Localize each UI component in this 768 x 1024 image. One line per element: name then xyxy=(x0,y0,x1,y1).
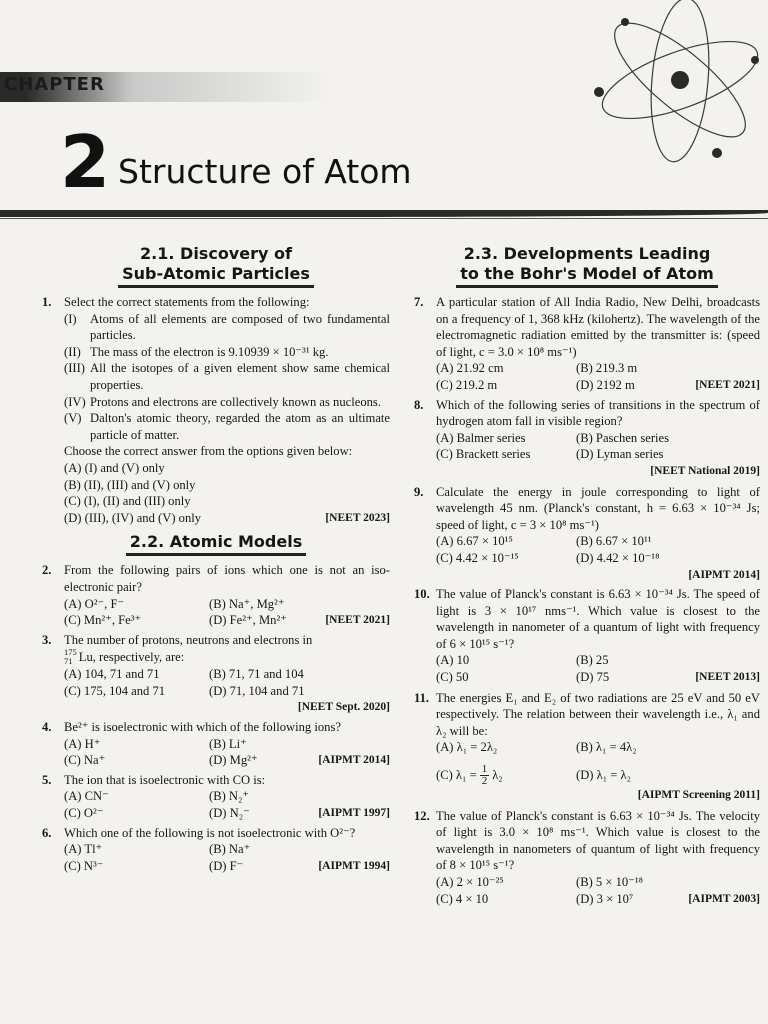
header-rule-thin xyxy=(0,218,768,219)
atomic-number: 71 xyxy=(64,656,73,667)
question-12 xyxy=(414,808,760,908)
question-text: Be²⁺ is isoelectronic with which of the following ions? xyxy=(64,720,341,735)
option-b: (B) 25 xyxy=(576,653,609,668)
exam-tag: [AIPMT Screening 2011] xyxy=(637,789,760,802)
statement-number: (III) xyxy=(64,361,85,376)
question-6 xyxy=(42,825,390,875)
section-2-1-heading xyxy=(42,244,390,288)
option-b: (B) N₂⁺ xyxy=(209,789,250,804)
question-text: Calculate the energy in joule corresponding to light of wavelength 45 nm. (Planck's constant, h = 6.63 × 10⁻³⁴ Js; speed of light, c = 3 × 10⁸ ms⁻¹) xyxy=(436,484,760,532)
option-c-prefix: (C) λ₁ = xyxy=(436,768,477,783)
question-number: 6. xyxy=(42,825,52,840)
option-c: (C) O²⁻ xyxy=(64,806,104,821)
question-text: Select the correct statements from the following: xyxy=(64,295,310,309)
choose-instruction: Choose the correct answer from the options given below: xyxy=(64,444,353,459)
question-10 xyxy=(414,586,760,686)
option-d: (D) 3 × 10⁷ xyxy=(576,891,634,906)
exam-tag: [NEET 2023] xyxy=(325,511,390,524)
fraction-numerator: 1 xyxy=(481,763,488,776)
option-d: (D) (III), (IV) and (V) only xyxy=(64,510,202,525)
question-text: The ion that is isoelectronic with CO is: xyxy=(64,772,266,787)
question-text: From the following pairs of ions which one is not an iso-electronic pair? xyxy=(64,563,390,594)
option-c: (C) 175, 104 and 71 xyxy=(64,683,166,698)
section-2-2-title: 2.2. Atomic Models xyxy=(126,532,306,556)
chapter-number: 2 xyxy=(60,120,111,204)
option-c: (C) 219.2 m xyxy=(436,377,498,392)
option-a: (A) Tl⁺ xyxy=(64,842,103,857)
exam-tag: [NEET Sept. 2020] xyxy=(297,701,390,714)
question-4 xyxy=(42,719,390,769)
exam-tag: [AIPMT 2003] xyxy=(688,892,760,905)
question-number: 4. xyxy=(42,720,52,735)
option-c: (C) Na⁺ xyxy=(64,753,106,768)
question-number: 9. xyxy=(414,484,424,499)
option-d: (D) N₂⁻ xyxy=(209,806,250,821)
section-2-2-heading xyxy=(42,532,390,556)
question-number: 1. xyxy=(42,295,52,309)
option-a: (A) 104, 71 and 71 xyxy=(64,667,160,682)
option-a: (A) 21.92 cm xyxy=(436,361,504,376)
question-number: 7. xyxy=(414,295,424,309)
statement-number: (IV) xyxy=(64,394,86,409)
question-number: 12. xyxy=(414,808,430,823)
option-a: (A) λ₁ = 2λ₂ xyxy=(436,740,498,755)
option-d: (D) 75 xyxy=(576,670,610,685)
exam-tag: [AIPMT 1997] xyxy=(318,807,390,820)
option-b: (B) 71, 71 and 104 xyxy=(209,667,304,682)
exam-tag: [NEET 2013] xyxy=(695,671,760,684)
option-a: (A) H⁺ xyxy=(64,736,101,751)
statement-number: (I) xyxy=(64,311,77,326)
question-text: The value of Planck's constant is 6.63 × 10⁻³⁴ Js. The speed of light is 3 × 10¹⁷ nms⁻¹. Which value is closest to the wavelength in nanometer of a quantum of light with frequency of 6 × 10¹⁵ s⁻¹? xyxy=(436,587,760,651)
option-b: (B) (II), (III) and (V) only xyxy=(64,477,196,492)
statement-text: Dalton's atomic theory, regarded the atom as an ultimate particle of matter. xyxy=(90,411,390,442)
option-a: (A) O²⁻, F⁻ xyxy=(64,596,125,611)
option-d: (D) Lyman series xyxy=(576,447,664,462)
mass-number: 175 xyxy=(64,647,77,658)
option-b: (B) Li⁺ xyxy=(209,736,247,751)
option-c: (C) Brackett series xyxy=(436,447,531,462)
question-5 xyxy=(42,772,390,822)
option-d: (D) 2192 m xyxy=(576,377,635,392)
option-b: (B) Na⁺ xyxy=(209,842,251,857)
chapter-title: Structure of Atom xyxy=(118,152,412,191)
question-3 xyxy=(42,632,390,716)
option-c: (C) 50 xyxy=(436,670,469,685)
header-rule xyxy=(0,210,768,217)
option-b: (B) Paschen series xyxy=(576,430,670,445)
exam-tag: [NEET 2021] xyxy=(325,614,390,627)
atom-icon xyxy=(585,0,768,170)
question-text: The energies E₁ and E₂ of two radiations are 25 eV and 50 eV respectively. The relation between their wavelength i.e., λ₁ and λ₂ will be: xyxy=(436,690,760,738)
option-d: (D) F⁻ xyxy=(209,858,244,873)
question-2 xyxy=(42,562,390,628)
option-a: (A) (I) and (V) only xyxy=(64,460,165,475)
question-number: 10. xyxy=(414,587,430,602)
question-text: Which of the following series of transitions in the spectrum of hydrogen atom fall in visible region? xyxy=(436,397,760,429)
statement-number: (II) xyxy=(64,344,81,359)
exam-tag: [AIPMT 2014] xyxy=(688,568,760,581)
option-a: (A) Balmer series xyxy=(436,430,526,445)
option-d: (D) Fe²⁺, Mn²⁺ xyxy=(209,613,287,628)
section-2-1-line2: Sub-Atomic Particles xyxy=(118,264,314,288)
question-number: 8. xyxy=(414,397,424,412)
section-2-3-heading xyxy=(414,244,760,288)
fraction-denominator: 2 xyxy=(481,775,488,788)
question-text: The number of protons, neutrons and electrons in xyxy=(64,632,313,647)
option-c: (C) N³⁻ xyxy=(64,858,104,873)
question-number: 3. xyxy=(42,632,52,647)
nuclide-line xyxy=(64,648,390,666)
option-a: (A) CN⁻ xyxy=(64,789,109,804)
question-number: 2. xyxy=(42,563,52,578)
statement-text: All the isotopes of a given element show same chemical properties. xyxy=(90,361,390,392)
option-d: (D) Mg²⁺ xyxy=(209,753,258,768)
option-c-suffix: λ₂ xyxy=(492,768,503,783)
question-number: 5. xyxy=(42,772,52,787)
option-d: (D) λ₁ = λ₂ xyxy=(576,768,632,783)
option-c xyxy=(436,764,576,787)
question-7 xyxy=(414,294,760,394)
option-c: (C) 4.42 × 10⁻¹⁵ xyxy=(436,550,519,565)
exam-tag: [AIPMT 1994] xyxy=(318,859,390,872)
left-column xyxy=(42,244,390,874)
question-text: The value of Planck's constant is 6.63 × 10⁻³⁴ Js. The velocity of light is 3.0 × 10⁸ ms⁻¹. Which value is closest to the wavelength in nanometers of quantum of light with frequency of 8 × 10¹⁵ s⁻¹? xyxy=(436,808,760,873)
option-a: (A) 10 xyxy=(436,653,470,668)
statement-text: Atoms of all elements are composed of two fundamental particles. xyxy=(90,311,390,343)
option-b: (B) Na⁺, Mg²⁺ xyxy=(209,596,285,611)
option-b: (B) 5 × 10⁻¹⁸ xyxy=(576,875,644,889)
option-b: (B) 6.67 × 10¹¹ xyxy=(576,534,652,549)
exam-tag: [AIPMT 2014] xyxy=(318,754,390,767)
option-c: (C) Mn²⁺, Fe³⁺ xyxy=(64,613,142,628)
option-b: (B) λ₁ = 4λ₂ xyxy=(576,740,637,755)
question-11 xyxy=(414,690,760,804)
question-number: 11. xyxy=(414,690,430,705)
option-a: (A) 2 × 10⁻²⁵ xyxy=(436,875,504,889)
section-2-3-line1: 2.3. Developments Leading xyxy=(463,244,711,263)
question-8 xyxy=(414,397,760,480)
option-d: (D) 4.42 × 10⁻¹⁸ xyxy=(576,550,660,565)
option-c: (C) (I), (II) and (III) only xyxy=(64,494,191,509)
statement-text: The mass of the electron is 9.10939 × 10⁻³¹ kg. xyxy=(90,344,329,359)
question-text: A particular station of All India Radio, New Delhi, broadcasts on a frequency of 1, 368 kHz (kilohertz). The wavelength of the electromagnetic radiation emitted by the transmitter is: (speed of light, c = 3.0 × 10⁸ ms⁻¹) xyxy=(436,295,760,359)
statement-text: Protons and electrons are collectively known as nucleons. xyxy=(90,394,381,409)
option-b: (B) 219.3 m xyxy=(576,361,638,376)
exam-tag: [NEET 2021] xyxy=(695,378,760,391)
chapter-label: CHAPTER xyxy=(4,74,105,95)
question-text: Which one of the following is not isoelectronic with O²⁻? xyxy=(64,825,356,840)
section-2-3-line2: to the Bohr's Model of Atom xyxy=(456,264,718,288)
nuclide-symbol: Lu, respectively, are: xyxy=(78,649,185,664)
question-1 xyxy=(42,294,390,526)
section-2-1-line1: 2.1. Discovery of xyxy=(140,244,292,263)
statement-number: (V) xyxy=(64,411,82,426)
right-column xyxy=(414,244,760,907)
exam-tag: [NEET National 2019] xyxy=(650,464,760,477)
option-a: (A) 6.67 × 10¹⁵ xyxy=(436,534,513,549)
option-c: (C) 4 × 10 xyxy=(436,891,489,906)
question-9 xyxy=(414,484,760,584)
option-d: (D) 71, 104 and 71 xyxy=(209,683,305,698)
